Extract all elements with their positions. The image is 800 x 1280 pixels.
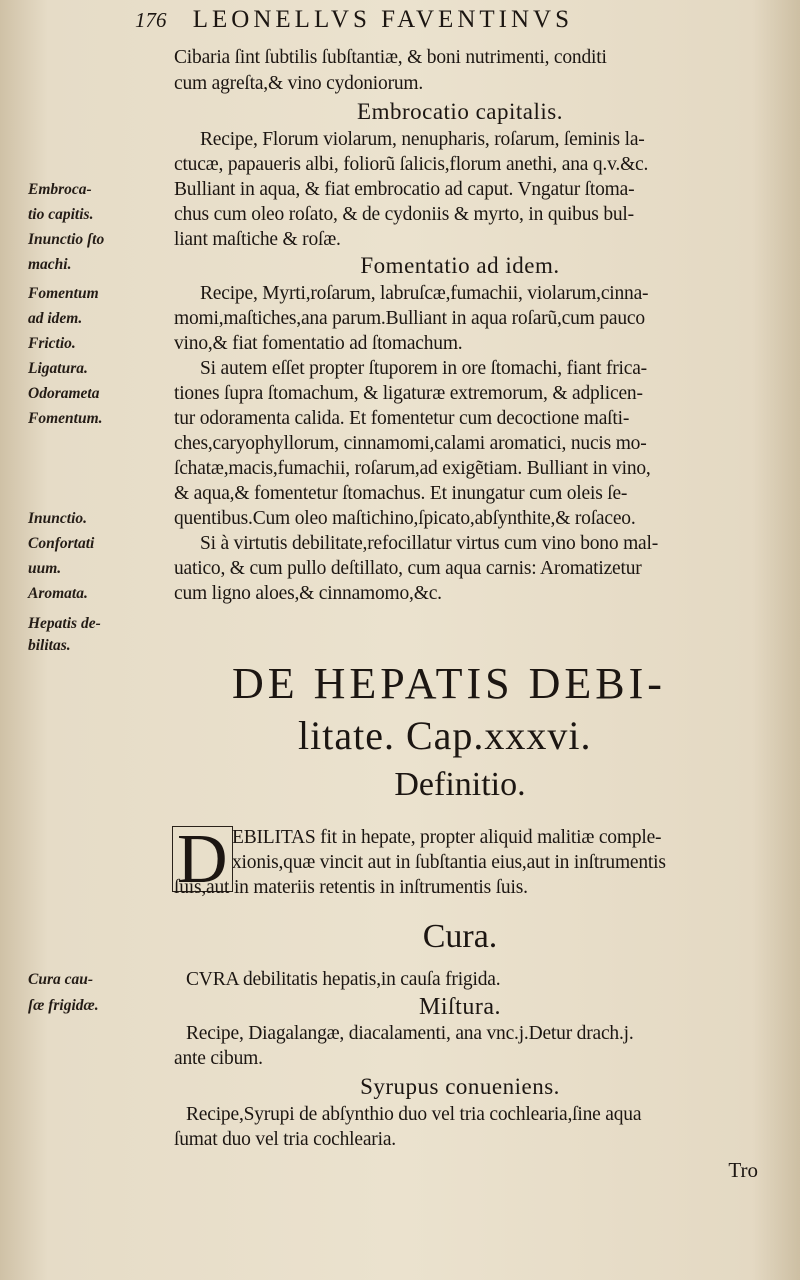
chapter-title: DE HEPATIS DEBI- <box>232 659 666 708</box>
text-line: xionis,quæ vincit aut in ſubſtantia eius,aut in inſtrumentis <box>232 852 666 873</box>
text-line: Si à virtutis debilitate,refocillatur virtus cum vino bono mal- <box>200 533 659 554</box>
text-line: tur odoramenta calida. Et fomentetur cum decoctione maſti- <box>174 408 630 429</box>
margin-note: uum. <box>28 560 62 577</box>
running-title: LEONELLVS FAVENTINVS <box>192 6 573 33</box>
text-line: Recipe, Diagalangæ, diacalamenti, ana vnc.j.Detur drach.j. <box>186 1023 634 1044</box>
margin-note: Odorameta <box>28 385 100 402</box>
catchword: Tro <box>728 1158 758 1182</box>
text-line: ſumat duo vel tria cochlearia. <box>174 1129 396 1150</box>
margin-note: Hepatis de- <box>28 615 101 632</box>
text-line: ſchatæ,macis,fumachii, roſarum,ad exigẽtiam. Bulliant in vino, <box>174 458 651 479</box>
definitio-heading: Definitio. <box>394 766 526 803</box>
text-line: Si autem eſſet propter ſtuporem in ore ſtomachi, fiant frica- <box>200 358 647 379</box>
cura-heading: Cura. <box>422 918 498 955</box>
margin-note: Inunctio. <box>28 510 88 527</box>
text-line: cum agreſta,& vino cydoniorum. <box>174 73 424 94</box>
heading-fomentatio: Fomentatio ad idem. <box>360 253 560 278</box>
text-line: cum ligno aloes,& cinnamomo,&c. <box>174 583 442 604</box>
text-line: Recipe,Syrupi de abſynthio duo vel tria cochlearia,ſine aqua <box>186 1104 642 1125</box>
folio-number: 176 <box>135 8 167 32</box>
text-line: ante cibum. <box>174 1048 263 1069</box>
text-line: & aqua,& fomentetur ſtomachus. Et inungatur cum oleis ſe- <box>174 483 628 504</box>
text-line: ſuis,aut in materiis retentis in inſtrumentis ſuis. <box>174 877 528 898</box>
heading-mistura: Miſtura. <box>419 994 501 1020</box>
margin-note: Confortati <box>28 535 95 552</box>
text-line: Recipe, Florum violarum, nenupharis, roſarum, ſeminis la- <box>200 129 645 150</box>
margin-note: ſæ frigidæ. <box>28 997 99 1014</box>
text-line: Cibaria ſint ſubtilis ſubſtantiæ, & boni nutrimenti, conditi <box>174 47 607 68</box>
margin-note: tio capitis. <box>28 206 94 223</box>
margin-note: bilitas. <box>28 637 71 654</box>
text-line: liant maſtiche & roſæ. <box>174 229 341 250</box>
text-line: CVRA debilitatis hepatis,in cauſa frigida. <box>186 969 501 990</box>
margin-note: machi. <box>28 256 72 273</box>
text-line: Bulliant in aqua, & fiat embrocatio ad caput. Vngatur ſtoma- <box>174 179 635 200</box>
text-line: vino,& fiat fomentatio ad ſtomachum. <box>174 333 463 354</box>
chapter-subtitle: litate. Cap.xxxvi. <box>298 713 592 758</box>
margin-note: Ligatura. <box>28 360 88 377</box>
running-head <box>135 6 755 44</box>
text-line: uatico, & cum pullo deſtillato, cum aqua carnis: Aromatizetur <box>174 558 642 579</box>
text-line: EBILITAS fit in hepate, propter aliquid malitiæ comple- <box>232 827 662 848</box>
text-line: momi,maſtiches,ana parum.Bulliant in aqua roſarũ,cum pauco <box>174 308 645 329</box>
margin-note: Frictio. <box>28 335 76 352</box>
heading-embrocatio: Embrocatio capitalis. <box>357 99 563 124</box>
text-line: Recipe, Myrti,roſarum, labruſcæ,fumachii, violarum,cinna- <box>200 283 649 304</box>
text-line: chus cum oleo roſato, & de cydoniis & myrto, in quibus bul- <box>174 204 634 225</box>
text-line: ches,caryophyllorum, cinnamomi,calami aromatici, nucis mo- <box>174 433 647 454</box>
heading-syrupus: Syrupus conueniens. <box>360 1074 560 1099</box>
text-line: quentibus.Cum oleo maſtichino,ſpicato,abſynthite,& roſaceo. <box>174 508 636 529</box>
margin-note: Inunctio ſto <box>28 231 105 248</box>
text-line: ctucæ, papaueris albi, foliorũ ſalicis,florum anethi, ana q.v.&c. <box>174 154 649 175</box>
margin-note: Embroca- <box>28 181 92 198</box>
margin-note: Fomentum <box>28 285 99 302</box>
margin-note: Aromata. <box>28 585 88 602</box>
text-line: tiones ſupra ſtomachum, & ligaturæ extremorum, & adplicen- <box>174 383 643 404</box>
drop-cap: D <box>172 826 233 892</box>
margin-note: Cura cau- <box>28 971 94 988</box>
margin-note: Fomentum. <box>28 410 103 427</box>
margin-note: ad idem. <box>28 310 83 327</box>
